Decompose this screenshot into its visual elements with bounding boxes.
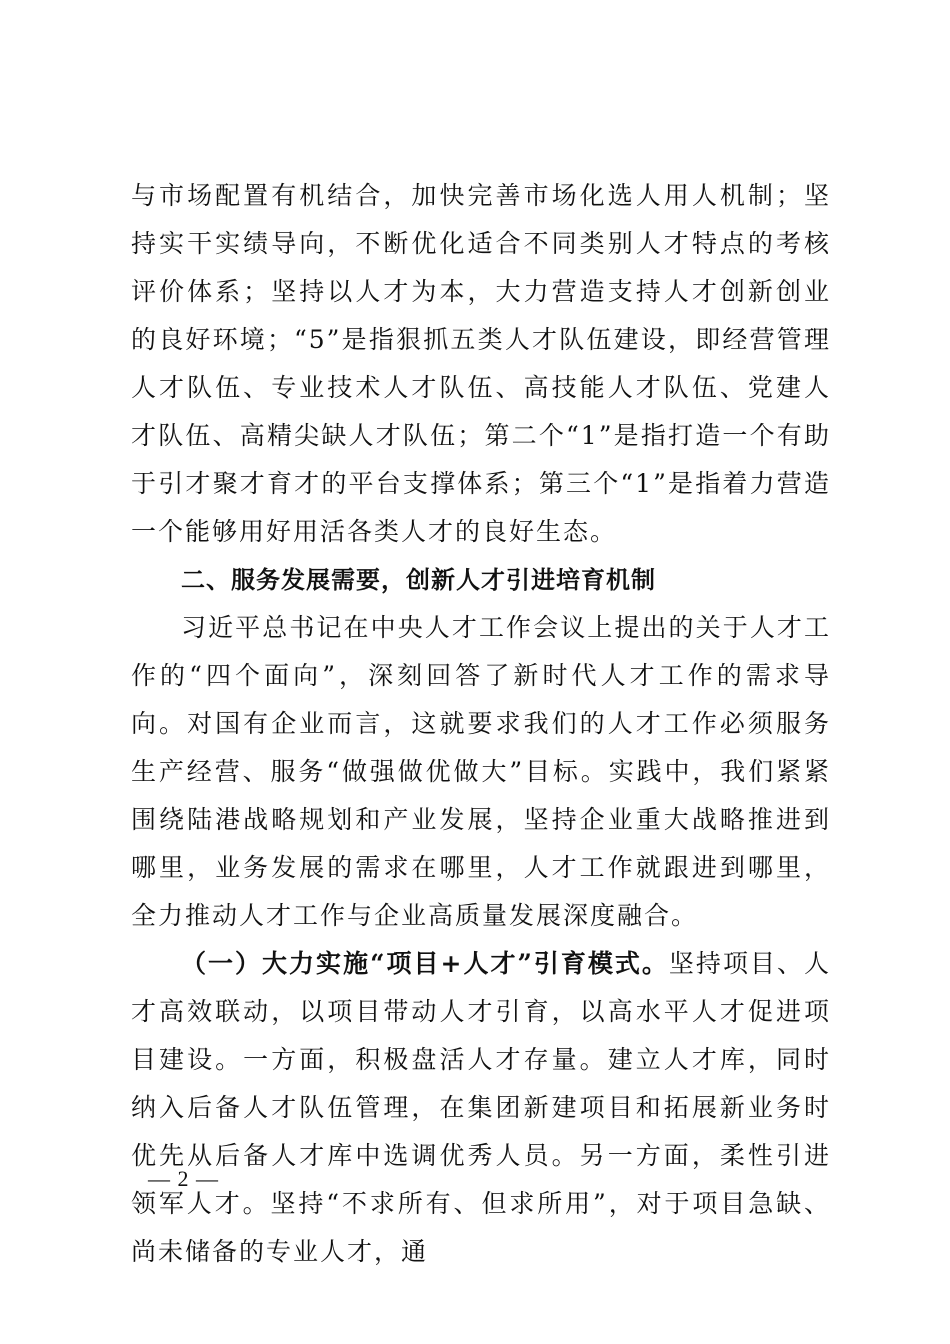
paragraph-continuation: 与市场配置有机结合，加快完善市场化选人用人机制；坚持实干实绩导向，不断优化适合不同类别人才特点的考核评价体系；坚持以人才为本，大力营造支持人才创新创业的良好环境；“5”是指狠抓五类人才队伍建设，即经营管理人才队伍、专业技术人才队伍、高技能人才队伍、党建人才队伍、高精尖缺人才队伍；第二个“1”是指打造一个有助于引才聚才育才的平台支撑体系；第三个“1”是指着力营造一个能够用好用活各类人才的良好生态。	[131, 181, 831, 546]
paragraph-project-talent	[131, 940, 831, 1276]
document-body	[131, 172, 831, 1276]
subsection-body: 坚持项目、人才高效联动，以项目带动人才引育，以高水平人才促进项目建设。一方面，积极盘活人才存量。建立人才库，同时纳入后备人才队伍管理，在集团新建项目和拓展新业务时优先从后备人才库中选调优秀人员。另一方面，柔性引进领军人才。坚持“不求所有、但求所用”，对于项目急缺、尚未储备的专业人才，通	[131, 949, 831, 1266]
paragraph-demand-orientation: 习近平总书记在中央人才工作会议上提出的关于人才工作的“四个面向”，深刻回答了新时代人才工作的需求导向。对国有企业而言，这就要求我们的人才工作必须服务生产经营、服务“做强做优做大”目标。实践中，我们紧紧围绕陆港战略规划和产业发展，坚持企业重大战略推进到哪里，业务发展的需求在哪里，人才工作就跟进到哪里，全力推动人才工作与企业高质量发展深度融合。	[131, 613, 831, 930]
page-number: — 2 —	[148, 1166, 219, 1191]
section-heading: 二、服务发展需要，创新人才引进培育机制	[181, 566, 656, 594]
subsection-lead: （一）大力实施“项目+人才”引育模式。	[181, 949, 669, 978]
